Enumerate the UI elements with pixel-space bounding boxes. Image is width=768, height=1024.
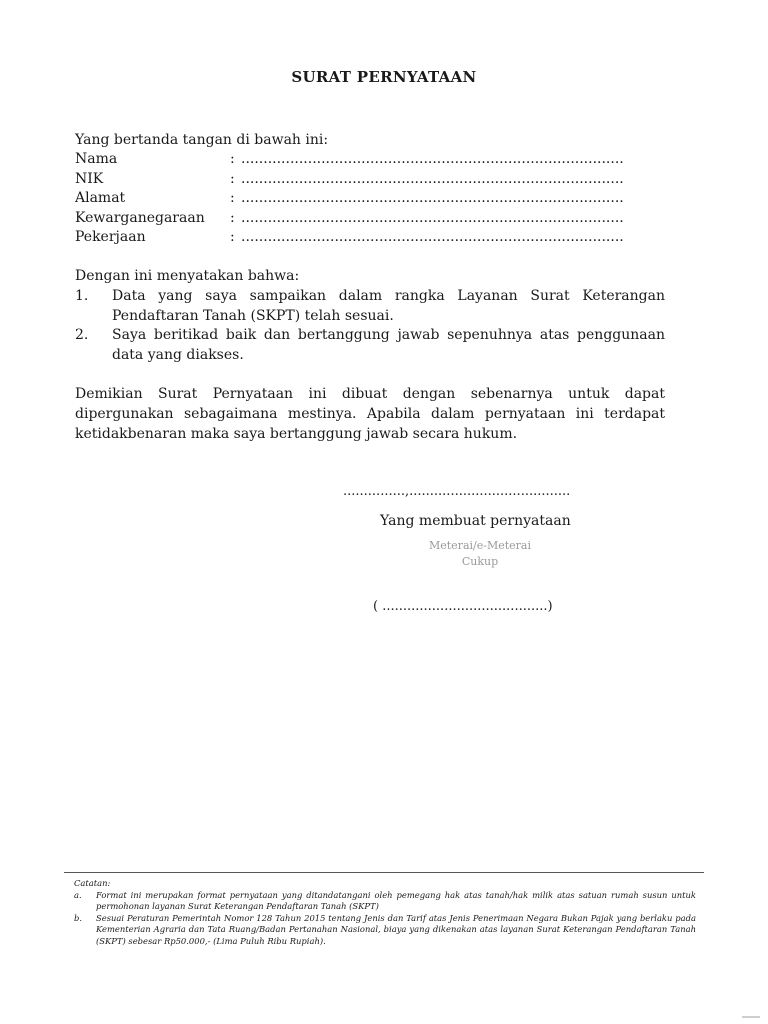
- closing-paragraph: Demikian Surat Pernyataan ini dibuat dengan sebenarnya untuk dapat dipergunakan sebagaimana mestinya. Apabila dalam pernyataan ini terdapat ketidakbenaran maka saya bertanggung jawab secara hukum.: [75, 386, 665, 442]
- list-number: 1.: [75, 288, 89, 304]
- field-row-kewarganegaraan: [75, 209, 675, 229]
- note-item: [74, 890, 696, 913]
- field-colon: :: [230, 209, 235, 226]
- signatory-caption: Yang membuat pernyataan: [380, 513, 571, 529]
- signatory-name-blank: ( ........................................): [373, 599, 553, 614]
- field-label: Nama: [75, 151, 118, 167]
- place-date-blank: ...............,.......................................: [343, 484, 571, 499]
- list-item: [75, 326, 665, 365]
- field-colon: :: [230, 170, 235, 187]
- note-letter: b.: [74, 912, 83, 923]
- field-colon: :: [230, 229, 235, 245]
- field-label: Alamat: [75, 190, 126, 206]
- field-row-nama: [75, 150, 675, 170]
- field-row-pekerjaan: [75, 228, 675, 248]
- field-blank: ......................................................................................: [241, 209, 624, 226]
- field-label: NIK: [75, 170, 104, 187]
- note-text: Format ini merupakan format pernyataan yang ditandatangani oleh pemegang hak atas tanah/hak milik atas satuan rumah susun untuk permohonan layanan Surat Keterangan Pendaftaran Tanah (SKPT): [96, 889, 696, 911]
- stamp-line: Cukup: [461, 555, 499, 568]
- stamp-placeholder: [400, 538, 560, 570]
- note-letter: a.: [74, 889, 82, 900]
- field-blank: ......................................................................................: [241, 170, 624, 187]
- list-item: [75, 287, 665, 326]
- note-text: Sesuai Peraturan Pemerintah Nomor 128 Tahun 2015 tentang Jenis dan Tarif atas Jenis Penerimaan Negara Bukan Pajak yang berlaku pada Kementerian Agraria dan Tata Ruang/Badan Pertanahan Nasional, biaya yang dikenakan atas layanan Surat Keterangan Pendaftaran Tanah (SKPT) sebesar Rp50.000,- (Lima Puluh Ribu Rupiah).: [96, 912, 696, 946]
- notes-heading: Catatan:: [74, 878, 111, 888]
- footnote-divider: [64, 872, 704, 873]
- stamp-line: Meterai/e-Meterai: [428, 539, 531, 552]
- field-row-alamat: [75, 189, 675, 209]
- list-number: 2.: [75, 327, 89, 343]
- field-blank: ......................................................................................: [241, 190, 624, 206]
- intro-text: Yang bertanda tangan di bawah ini:: [75, 132, 329, 148]
- field-colon: :: [230, 151, 235, 167]
- field-blank: ......................................................................................: [241, 151, 624, 167]
- field-blank: ......................................................................................: [241, 229, 624, 245]
- page-title: SURAT PERNYATAAN: [291, 68, 477, 86]
- list-text: Data yang saya sampaikan dalam rangka Layanan Surat Keterangan Pendaftaran Tanah (SKPT) telah sesuai.: [112, 288, 665, 324]
- field-colon: :: [230, 190, 235, 206]
- page-corner-mark: [742, 1016, 760, 1018]
- notes-section: [74, 878, 696, 947]
- field-label: Pekerjaan: [75, 229, 146, 245]
- identity-fields: [75, 150, 675, 248]
- declaration-list: [75, 287, 665, 365]
- statement-text: Dengan ini menyatakan bahwa:: [75, 268, 300, 284]
- list-text: Saya beritikad baik dan bertanggung jawab sepenuhnya atas penggunaan data yang diakses.: [112, 327, 665, 363]
- field-label: Kewarganegaraan: [75, 209, 205, 226]
- note-item: [74, 913, 696, 948]
- field-row-nik: [75, 170, 675, 190]
